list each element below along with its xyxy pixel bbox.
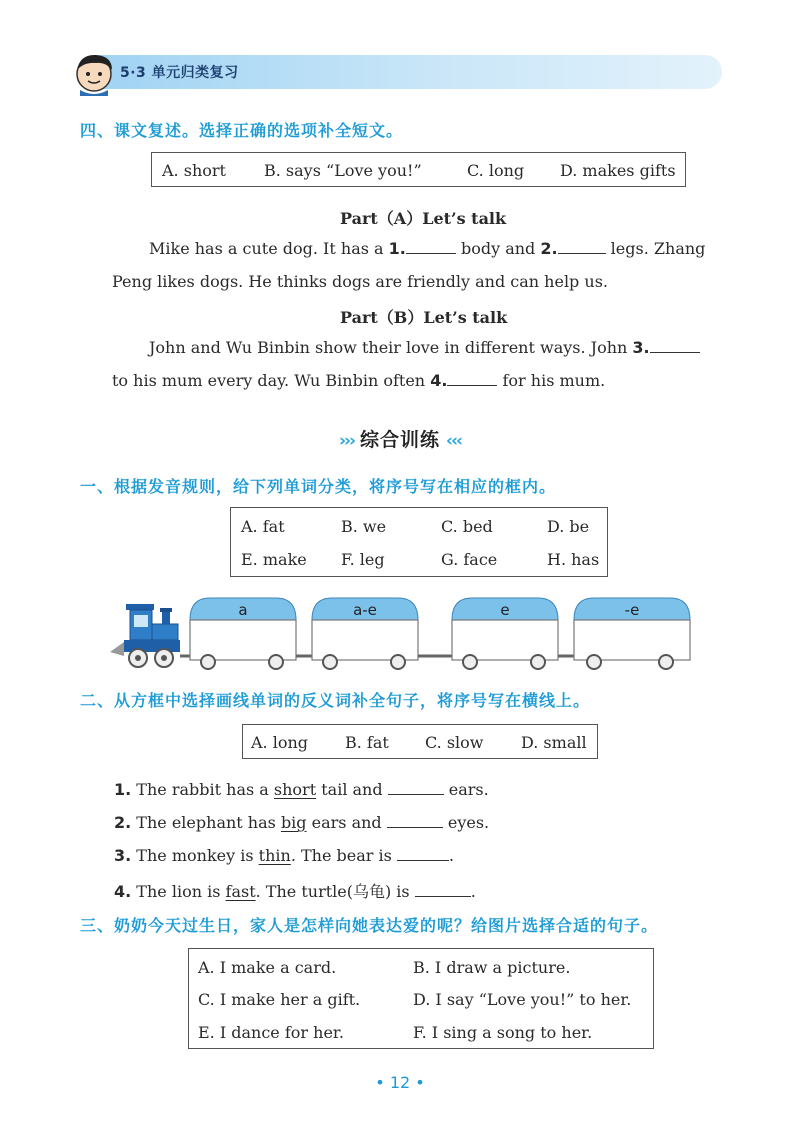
part-b-line2: to his mum every day. Wu Binbin often 4. for his mum. [112, 371, 606, 390]
locomotive-icon [110, 604, 190, 667]
answer-blank-3[interactable] [397, 847, 449, 861]
choice-a: A. I make a card. [198, 958, 337, 977]
word-d: D. be [547, 517, 590, 536]
word-f: F. leg [341, 550, 385, 569]
car-a-e-label: a-e [353, 601, 377, 619]
word-e: E. make [241, 550, 307, 569]
banner-title: 综合训练 [359, 429, 440, 451]
antonym-a: A. long [251, 733, 309, 752]
word-h: H. has [547, 550, 600, 569]
exercise2-heading: 二、从方框中选择画线单词的反义词补全句子，将序号写在横线上。 [80, 691, 591, 710]
page-number: • 12 • [375, 1073, 425, 1092]
option-b: B. says “Love you!” [264, 161, 422, 180]
sentence-4: 4. The lion is fast. The turtle(乌龟) is . [114, 882, 476, 901]
antonym-b: B. fat [345, 733, 389, 752]
blank-4[interactable] [447, 372, 497, 386]
choice-c: C. I make her a gift. [198, 990, 361, 1009]
train-illustration [110, 590, 700, 675]
option-c: C. long [467, 161, 525, 180]
mascot-icon [72, 50, 118, 96]
car-a-label: a [238, 601, 248, 619]
part-a-line2: Peng likes dogs. He thinks dogs are friendly and can help us. [112, 272, 608, 291]
exercise2-options-box [242, 724, 598, 759]
sentence-2: 2. The elephant has big ears and eyes. [114, 813, 490, 832]
exercise3-heading: 三、奶奶今天过生日，家人是怎样向她表达爱的呢？给图片选择合适的句子。 [80, 916, 659, 935]
blank-2[interactable] [558, 240, 606, 254]
section-banner [0, 425, 800, 452]
section4-options-box [151, 152, 686, 187]
antonym-c: C. slow [425, 733, 484, 752]
choice-b: B. I draw a picture. [413, 958, 571, 977]
train-car-a-e [312, 598, 418, 669]
part-a-line1: Mike has a cute dog. It has a 1. body and 2. legs. Zhang [149, 239, 706, 258]
car-e-label: e [500, 601, 510, 619]
word-a: A. fat [241, 517, 285, 536]
blank-1[interactable] [406, 240, 456, 254]
exercise3-options-box [188, 948, 654, 1049]
chevrons-right-icon: ››› [338, 431, 354, 451]
exercise1-heading: 一、根据发音规则，给下列单词分类，将序号写在相应的框内。 [80, 477, 557, 496]
sentence-1: 1. The rabbit has a short tail and ears. [114, 780, 489, 799]
option-a: A. short [162, 161, 226, 180]
antonym-d: D. small [521, 733, 587, 752]
sentence-3: 3. The monkey is thin. The bear is . [114, 846, 455, 865]
car-dash-e-label: -e [624, 601, 640, 619]
section4-heading: 四、课文复述。选择正确的选项补全短文。 [80, 121, 404, 140]
train-car-dash-e [574, 598, 690, 669]
part-a-title: Part（A）Let’s talk [340, 209, 507, 228]
word-g: G. face [441, 550, 498, 569]
part-b-line1: John and Wu Binbin show their love in different ways. John 3. [149, 338, 700, 357]
choice-d: D. I say “Love you!” to her. [413, 990, 632, 1009]
part-b-title: Part（B）Let’s talk [340, 308, 508, 327]
choice-e: E. I dance for her. [198, 1023, 344, 1042]
answer-blank-2[interactable] [387, 814, 443, 828]
word-b: B. we [341, 517, 387, 536]
answer-blank-4[interactable] [415, 883, 471, 897]
train-car-e [452, 598, 558, 669]
word-c: C. bed [441, 517, 493, 536]
chevrons-left-icon: ‹‹‹ [446, 431, 462, 451]
exercise1-words-box [230, 507, 608, 577]
answer-blank-1[interactable] [388, 781, 444, 795]
option-d: D. makes gifts [560, 161, 676, 180]
train-car-a [190, 598, 296, 669]
header-title: 5·3 单元归类复习 [120, 65, 239, 81]
blank-3[interactable] [650, 339, 700, 353]
choice-f: F. I sing a song to her. [413, 1023, 593, 1042]
